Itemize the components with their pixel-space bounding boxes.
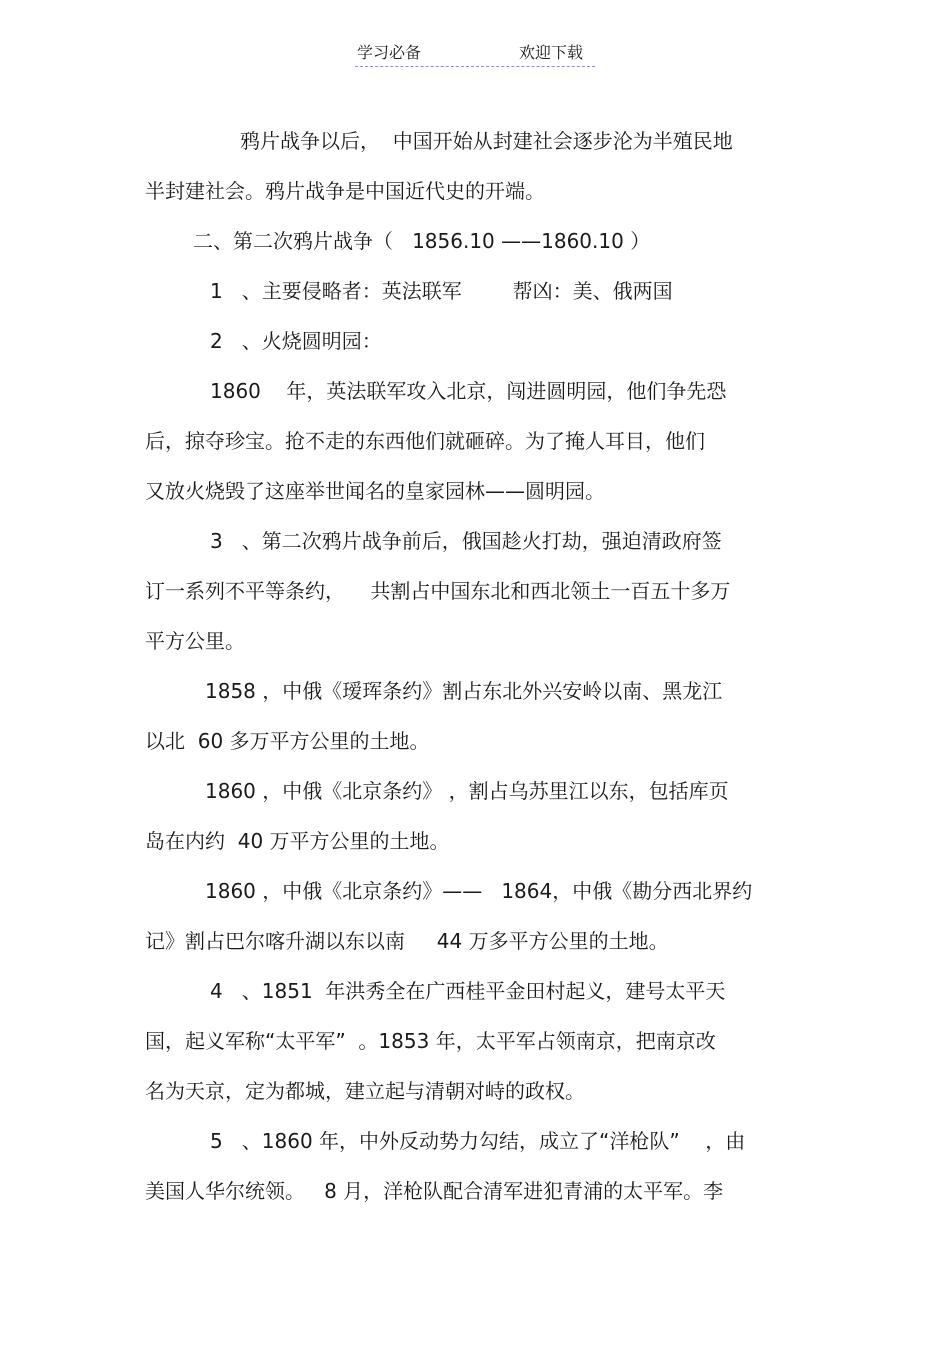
text-line: 后，掠夺珍宝。抢不走的东西他们就砸碎。为了掩人耳目，他们 (145, 429, 705, 453)
text-line: 又放火烧毁了这座举世闻名的皇家园林——圆明园。 (145, 479, 605, 503)
page-header (355, 40, 595, 67)
text-line: 1860 ，中俄《北京条约》 ，割占乌苏里江以东，包括库页 (205, 779, 729, 803)
text-line: 国，起义军称“太平军” 。1853 年，太平军占领南京，把南京改 (145, 1029, 716, 1053)
text-line: 3 、第二次鸦片战争前后，俄国趁火打劫，强迫清政府签 (210, 529, 722, 553)
text-line: 1860 年，英法联军攻入北京，闯进圆明园，他们争先恐 (210, 379, 727, 403)
text-line: 1860 ，中俄《北京条约》—— 1864，中俄《勘分西北界约 (205, 879, 753, 903)
header-right-text: 欢迎下载 (519, 43, 584, 62)
text-line: 2 、火烧圆明园： (210, 329, 382, 353)
text-line: 5 、1860 年，中外反动势力勾结，成立了“洋枪队” ，由 (210, 1129, 746, 1153)
text-line: 半封建社会。鸦片战争是中国近代史的开端。 (145, 179, 545, 203)
text-line: 鸦片战争以后， 中国开始从封建社会逐步沦为半殖民地 (240, 129, 733, 153)
section-heading: 二、第二次鸦片战争（ 1856.10 ——1860.10 ） (193, 229, 651, 253)
text-line: 平方公里。 (145, 629, 245, 653)
text-line: 岛在内约 40 万平方公里的土地。 (145, 829, 450, 853)
text-line: 记》割占巴尔喀升湖以东以南 44 万多平方公里的土地。 (145, 929, 669, 953)
text-line: 1858 ，中俄《瑷珲条约》割占东北外兴安岭以南、黑龙江 (205, 679, 723, 703)
text-line: 订一系列不平等条约， 共割占中国东北和西北领土一百五十多万 (145, 579, 731, 603)
text-line: 4 、1851 年洪秀全在广西桂平金田村起义，建号太平天 (210, 979, 726, 1003)
header-left-text: 学习必备 (357, 43, 422, 62)
text-line: 名为天京，定为都城，建立起与清朝对峙的政权。 (145, 1079, 585, 1103)
text-line: 以北 60 多万平方公里的土地。 (145, 729, 430, 753)
text-line: 1 、主要侵略者：英法联军 帮凶：美、俄两国 (210, 279, 673, 303)
text-line: 美国人华尔统领。 8 月，洋枪队配合清军进犯青浦的太平军。李 (145, 1179, 724, 1203)
